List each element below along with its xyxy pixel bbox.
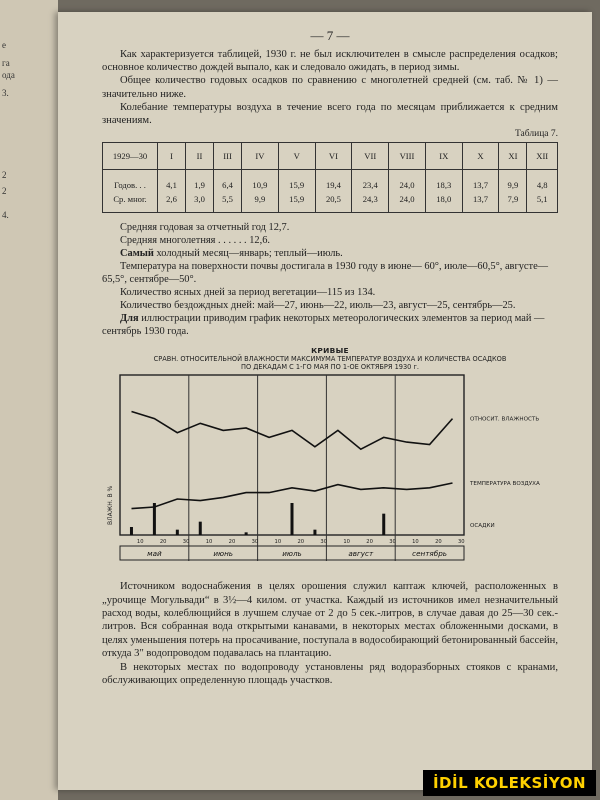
table-cell: 3,0: [186, 192, 214, 213]
month-header: IX: [425, 143, 462, 170]
month-label: май: [147, 549, 162, 559]
stat-line: Количество бездождных дней: май—27, июнь—22, июль—23, август—25, сентябрь—25.: [120, 300, 516, 312]
weather-chart: [102, 346, 558, 574]
table-cell: 24,0: [389, 170, 426, 193]
table-cell: 15,9: [278, 170, 315, 193]
table-cell: 24,0: [389, 192, 426, 213]
table-cell: 20,5: [315, 192, 352, 213]
chart-title: КРИВЫЕ: [311, 346, 349, 356]
paragraph: В некоторых местах по водопроводу установлены ряд водоразборных стояков с кранами, обслуживающих определенную площадь участков.: [102, 661, 558, 687]
month-header: X: [462, 143, 499, 170]
decade-tick-label: 10: [343, 539, 350, 546]
prev-page-fragment: 4.: [2, 210, 9, 220]
prev-page-fragment: 2: [2, 170, 7, 180]
precipitation-bar: [313, 530, 316, 535]
month-header: VIII: [389, 143, 426, 170]
table-cell: 13,7: [462, 170, 499, 193]
table-cell: 23,4: [352, 170, 389, 193]
precipitation-bar: [153, 503, 156, 535]
watermark-badge: İDİL KOLEKSİYON: [423, 770, 596, 796]
decade-tick-label: 10: [274, 539, 282, 546]
humidity-line: [132, 412, 453, 450]
decade-tick-label: 30: [458, 539, 465, 546]
decade-tick-label: 20: [297, 539, 305, 546]
table-corner-cell: 1929—30: [103, 143, 158, 170]
row-label: Ср. мног.: [103, 192, 158, 213]
stat-line: Количество ясных дней за период вегетации—115 из 134.: [120, 287, 376, 299]
paragraph: Источником водоснабжения в целях орошения служил каптаж ключей, расположенных в „урочище Могульвади“ в 3½—4 килом. от участка. Каждый из источников имел незначительный расход воды, колеблющийся в лучшем случае от 2 до 5 сек.-литров, в случае давая до 25—30 сек.-литров. Вся собранная вода открытыми канавами, в некоторых местах обложенными досками, в целях уменьшения потерь на просачивание, поступала в водособирающий бетонированный бассейн, откуда 3" водопроводом подавалась на плантацию.: [102, 581, 558, 660]
series-label-precipitation: ОСАДКИ: [470, 523, 495, 530]
y-axis-label: ВЛАЖН. В %: [107, 485, 114, 526]
table-row: [103, 192, 558, 213]
table-cell: 15,9: [278, 192, 315, 213]
decade-tick-label: 30: [389, 539, 396, 546]
precipitation-bar: [382, 514, 385, 535]
precipitation-bar: [130, 527, 133, 535]
month-header: II: [186, 143, 214, 170]
decade-tick-label: 20: [435, 539, 442, 546]
chart-svg: [102, 371, 558, 571]
table-cell: 4,1: [158, 170, 186, 193]
table-cell: 6,4: [214, 170, 242, 193]
stat-line: Средняя многолетняя . . . . . . 12,6.: [120, 235, 271, 247]
table-cell: 5,5: [214, 192, 242, 213]
table-cell: 7,9: [499, 192, 527, 213]
chart-subtitle-2: ПО ДЕКАДАМ С 1-ГО МАЯ ПО 1-ОЕ ОКТЯБРЯ 1930 г.: [240, 363, 420, 372]
row-label: Годов. . .: [103, 170, 158, 193]
book-page: [58, 12, 592, 790]
table-caption: Таблица 7.: [514, 129, 558, 140]
table-cell: 2,6: [158, 192, 186, 213]
prev-page-fragment: 3.: [2, 88, 9, 98]
decade-tick-label: 10: [412, 539, 419, 546]
table-cell: 10,9: [242, 170, 279, 193]
table-cell: 5,1: [527, 192, 558, 213]
stat-line: Температура на поверхности почвы достигала в 1930 году в июне— 60°, июле—60,5°, августе—65,5°, сентябре—50°.: [102, 261, 549, 286]
table-cell: 9,9: [499, 170, 527, 193]
previous-page-edge: [0, 0, 58, 800]
series-label-humidity: ОТНОСИТ. ВЛАЖНОСТЬ: [470, 416, 540, 423]
table-cell: 9,9: [242, 192, 279, 213]
decade-tick-label: 10: [205, 539, 213, 546]
paragraph: Колебание температуры воздуха в течение всего года по месяцам приближается к средним значениям.: [102, 101, 558, 127]
decade-tick-label: 20: [228, 539, 236, 546]
temperature-table: [102, 142, 558, 213]
stat-line: Средняя годовая за отчетный год 12,7.: [120, 222, 290, 234]
decade-tick-label: 30: [320, 539, 328, 546]
prev-page-fragment: ода: [2, 70, 15, 80]
stat-line: Для иллюстрации приводим график некоторых метеорологических элементов за период май — сентябрь 1930 года.: [102, 313, 545, 338]
decade-tick-label: 10: [136, 539, 144, 546]
table-cell: 4,8: [527, 170, 558, 193]
table-row: [103, 170, 558, 193]
paragraph: Общее количество годовых осадков по сравнению с многолетней средней (см. таб. № 1) — значительно ниже.: [102, 75, 558, 100]
decade-tick-label: 20: [366, 539, 373, 546]
month-header: XI: [499, 143, 527, 170]
chart-subtitle: СРАВН. ОТНОСИТЕЛЬНОЙ ВЛАЖНОСТИ МАКСИМУМА ТЕМПЕРАТУР ВОЗДУХА И КОЛИЧЕСТВА ОСАДКОВ: [153, 355, 507, 364]
table-cell: 19,4: [315, 170, 352, 193]
month-label: август: [348, 549, 374, 559]
precipitation-bar: [245, 533, 248, 536]
month-header: VII: [352, 143, 389, 170]
table-cell: 18,3: [425, 170, 462, 193]
prev-page-fragment: 2: [2, 186, 7, 196]
prev-page-fragment: га: [2, 58, 10, 68]
page-content: [102, 28, 558, 687]
table-header-row: [103, 143, 558, 170]
precipitation-bar: [291, 503, 294, 535]
table-cell: 18,0: [425, 192, 462, 213]
month-label: июнь: [213, 549, 234, 559]
table-cell: 1,9: [186, 170, 214, 193]
precipitation-bar: [199, 522, 202, 535]
decade-tick-label: 20: [159, 539, 167, 546]
decade-tick-label: 30: [251, 539, 259, 546]
table-cell: 13,7: [462, 192, 499, 213]
month-header: XII: [527, 143, 558, 170]
month-header: V: [278, 143, 315, 170]
month-header: IV: [242, 143, 279, 170]
month-label: сентябрь: [412, 549, 448, 559]
month-label: июль: [282, 549, 302, 559]
table-cell: 24,3: [352, 192, 389, 213]
month-header: III: [214, 143, 242, 170]
page-number: — 7 —: [310, 28, 350, 43]
stat-line: Самый холодный месяц—январь; теплый—июль.: [120, 248, 343, 260]
month-header: VI: [315, 143, 352, 170]
decade-tick-label: 30: [182, 539, 190, 546]
month-header: I: [158, 143, 186, 170]
prev-page-fragment: е: [2, 40, 6, 50]
precipitation-bar: [176, 530, 179, 535]
paragraph: Как характеризуется таблицей, 1930 г. не был исключителен в смысле распределения осадков; основное количество дождей выпало, как и следовало ожидать, в период зимы.: [102, 49, 558, 74]
series-label-temperature: ТЕМПЕРАТУРА ВОЗДУХА: [470, 481, 540, 488]
